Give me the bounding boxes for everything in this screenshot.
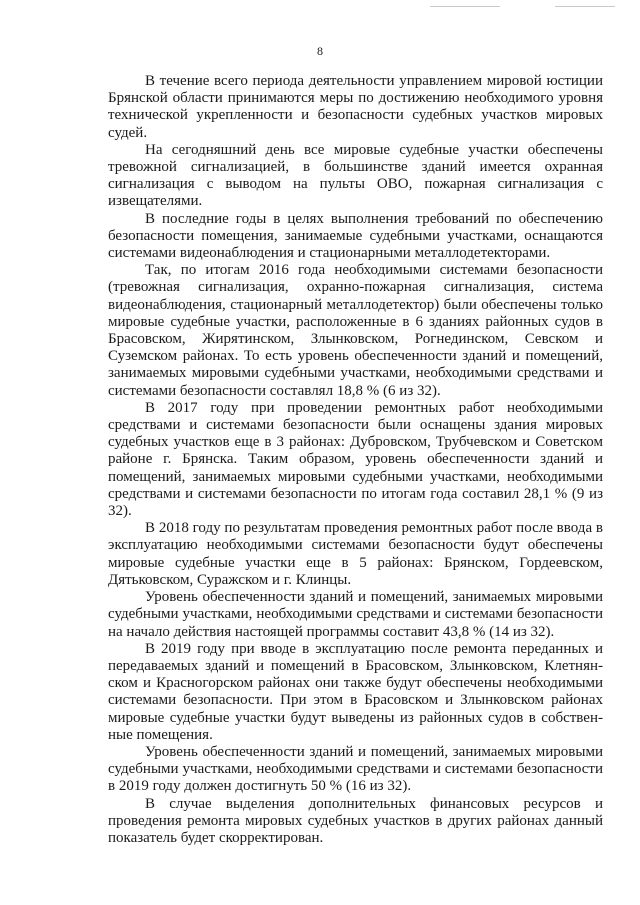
- paragraph-5: В 2017 году при проведении ремонтных работ необходимыми средствами и системами безопасности были оснащены здания мировых судебных участков еще в 3 районах: Дубровском, Трубчевском и Советском районе г. Брянска. Таким образом, уровень обеспеченности зданий и помещений, занимаемых мировыми судебными участками, необходимыми средствами и системами безопасности по итогам года составил 28,1 % (9 из 32).: [108, 399, 603, 520]
- paragraph-6: В 2018 году по результатам проведения ремонтных работ после ввода в эксплуатацию необходимыми системами безопасности будут обеспечены мировые судебные участки еще в 5 районах: Брянском, Гордеевском, Дятьковском, Суражском и г. Клинцы.: [108, 520, 603, 588]
- paragraph-9: Уровень обеспеченности зданий и помещений, занимаемых мировыми судебными участками, необходимыми средствами и системами безопасности в 2019 году должен достигнуть 50 % (16 из 32).: [108, 743, 603, 795]
- paragraph-2: На сегодняшний день все мировые судебные участки обеспечены тревожной сигнализацией, в большинстве зданий имеется охранная сигнализация с выводом на пульты ОВО, пожарная сигнализация с извещателями.: [108, 141, 603, 210]
- scan-artifact: [430, 6, 500, 7]
- paragraph-8: В 2019 году при вводе в эксплуатацию после ремонта переданных и передаваемых зданий и помещений в Брасовском, Злынковском, Клетнянском и Красногорском районах они также будут обеспечены необходимыми системами безопасности. При этом в Брасовском и Злынковском районах мировые судебные участки будут выведены из районных судов в собственные помещения.: [108, 640, 603, 743]
- paragraph-7: Уровень обеспеченности зданий и помещений, занимаемых мировыми судебными участками, необходимыми средствами и системами безопасности на начало действия настоящей программы составит 43,8 % (14 из 32).: [108, 589, 603, 640]
- paragraph-10: В случае выделения дополнительных финансовых ресурсов и проведения ремонта мировых судебных участков в других районах данный показатель будет скорректирован.: [108, 795, 603, 846]
- paragraph-1: В течение всего периода деятельности управлением мировой юстиции Брянской области принимаются меры по достижению необходимого уровня технической укрепленности и безопасности судебных участков мировых судей.: [108, 73, 603, 141]
- paragraph-3: В последние годы в целях выполнения требований по обеспечению безопасности помещения, занимаемые судебными участками, оснащаются системами видеонаблюдения и стационарными металлодетекторами.: [108, 210, 603, 262]
- page-number: 8: [317, 44, 323, 58]
- scan-artifact: [555, 6, 615, 7]
- document-body: [108, 73, 603, 847]
- paragraph-4: Так, по итогам 2016 года необходимыми системами безопасности (тревожная сигнализация, охранно-пожарная сигнализация, система видеонаблюдения, стационарный металлодетектор) были обеспечены только мировые судебные участки, расположенные в 6 зданиях районных судов в Брасовском, Жирятинском, Злынковском, Рогнединском, Севском и Суземском районах. То есть уровень обеспеченности зданий и помещений, занимаемых мировыми судебными участками, необходимыми средствами и системами безопасности составлял 18,8 % (6 из 32).: [108, 262, 603, 399]
